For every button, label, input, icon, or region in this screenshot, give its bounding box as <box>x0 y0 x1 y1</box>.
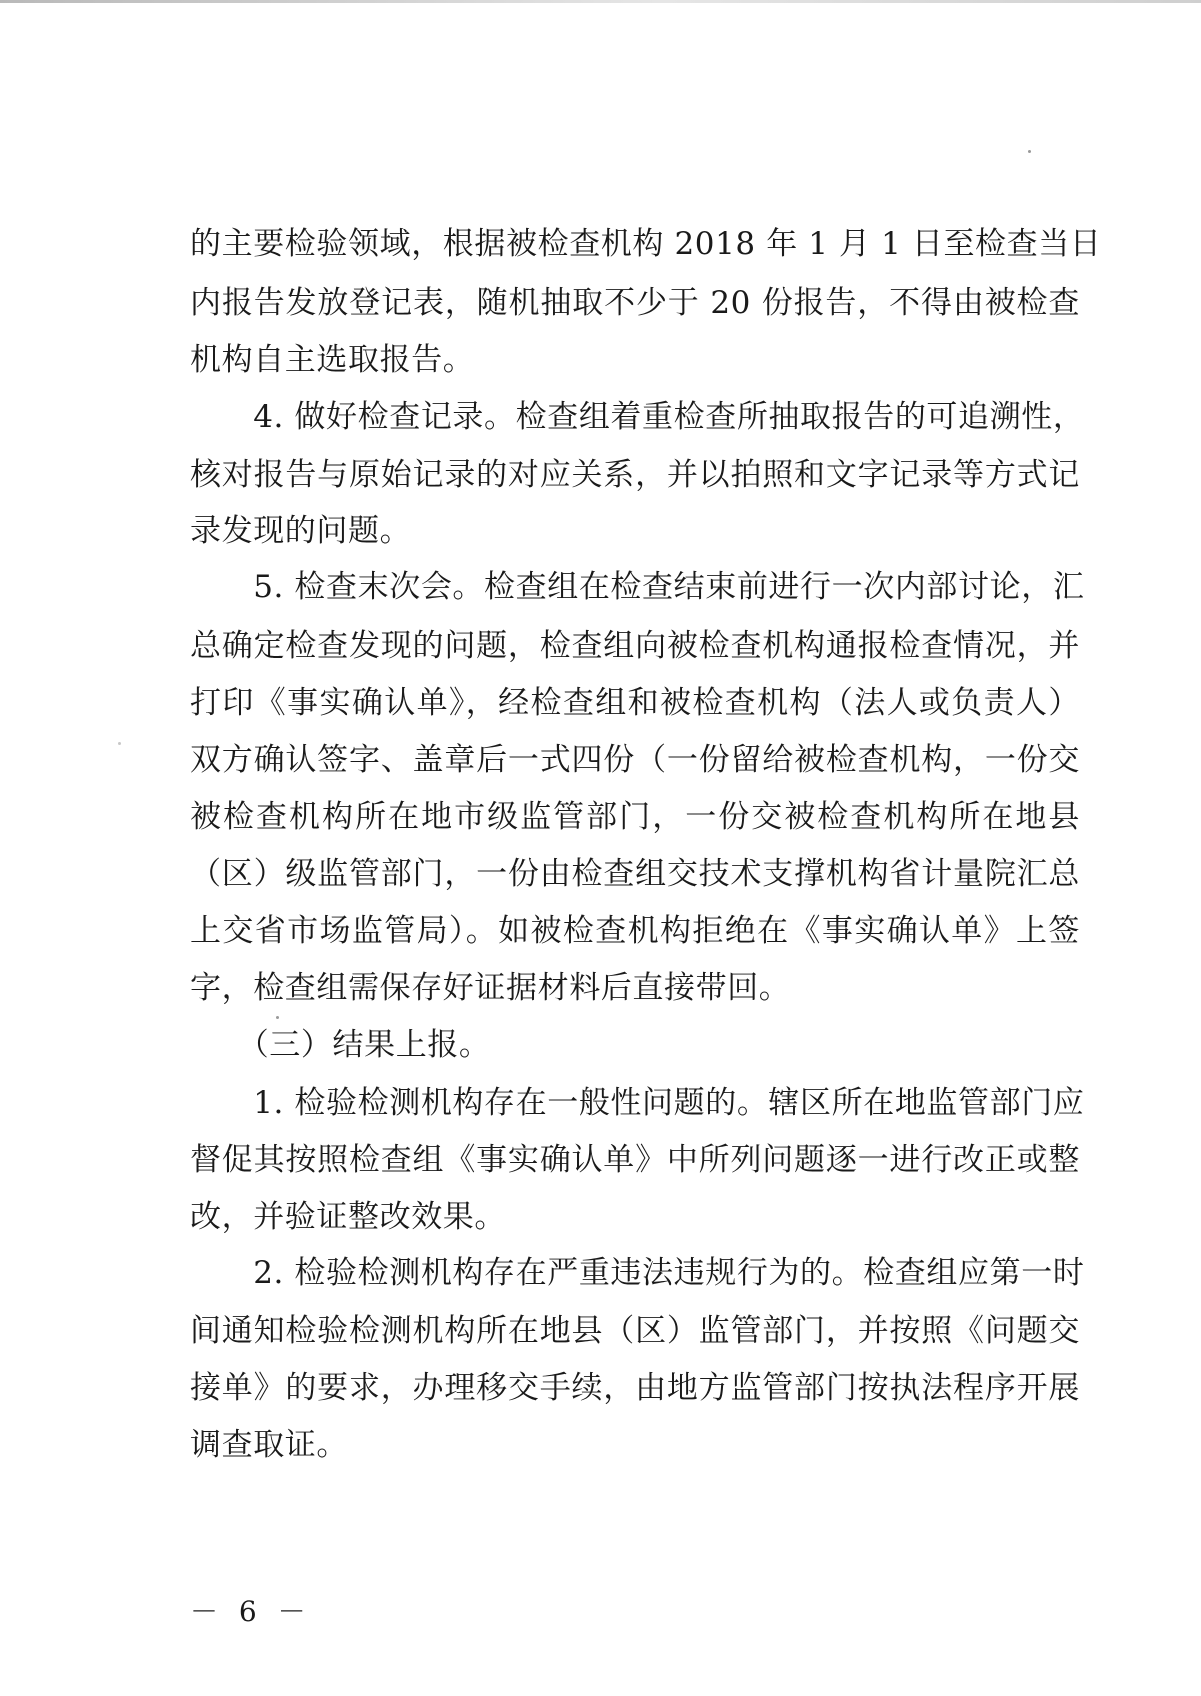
body-line: 上交省市场监管局）。如被检查机构拒绝在《事实确认单》上签 <box>190 913 1080 949</box>
body-line: 字，检查组需保存好证据材料后直接带回。 <box>190 970 791 1006</box>
body-line: 接单》的要求，办理移交手续，由地方监管部门按执法程序开展 <box>190 1370 1080 1406</box>
page-number: － 6 － <box>190 1595 312 1628</box>
body-line: 调查取证。 <box>190 1427 348 1463</box>
body-line: 被检查机构所在地市级监管部门，一份交被检查机构所在地县 <box>190 799 1080 835</box>
body-line: 机构自主选取报告。 <box>190 342 475 378</box>
body-line: 2. 检验检测机构存在严重违法违规行为的。检查组应第一时 <box>190 1255 1085 1291</box>
body-line: 5. 检查末次会。检查组在检查结束前进行一次内部讨论，汇 <box>190 569 1085 605</box>
scan-speck <box>1028 150 1031 153</box>
body-line: 改，并验证整改效果。 <box>190 1199 506 1235</box>
body-line: 督促其按照检查组《事实确认单》中所列问题逐一进行改正或整 <box>190 1142 1080 1178</box>
body-line: 打印《事实确认单》，经检查组和被检查机构（法人或负责人） <box>190 685 1080 721</box>
body-line: 的主要检验领域，根据被检查机构 2018 年 1 月 1 日至检查当日 <box>190 226 1102 262</box>
scan-top-edge <box>0 0 1201 3</box>
body-line: （区）级监管部门，一份由检查组交技术支撑机构省计量院汇总 <box>190 856 1080 892</box>
body-line: 双方确认签字、盖章后一式四份（一份留给被检查机构，一份交 <box>190 742 1080 778</box>
body-line: 间通知检验检测机构所在地县（区）监管部门，并按照《问题交 <box>190 1313 1080 1349</box>
section-heading: （三）结果上报。 <box>190 1027 491 1063</box>
body-line: 录发现的问题。 <box>190 513 412 549</box>
scan-speck <box>118 742 121 745</box>
body-line: 1. 检验检测机构存在一般性问题的。辖区所在地监管部门应 <box>190 1085 1085 1121</box>
body-line: 内报告发放登记表，随机抽取不少于 20 份报告，不得由被检查 <box>190 285 1080 321</box>
body-line: 总确定检查发现的问题，检查组向被检查机构通报检查情况，并 <box>190 628 1080 664</box>
body-line: 核对报告与原始记录的对应关系，并以拍照和文字记录等方式记 <box>190 457 1080 493</box>
body-line: 4. 做好检查记录。检查组着重检查所抽取报告的可追溯性， <box>190 399 1085 435</box>
scan-speck <box>276 1016 279 1019</box>
